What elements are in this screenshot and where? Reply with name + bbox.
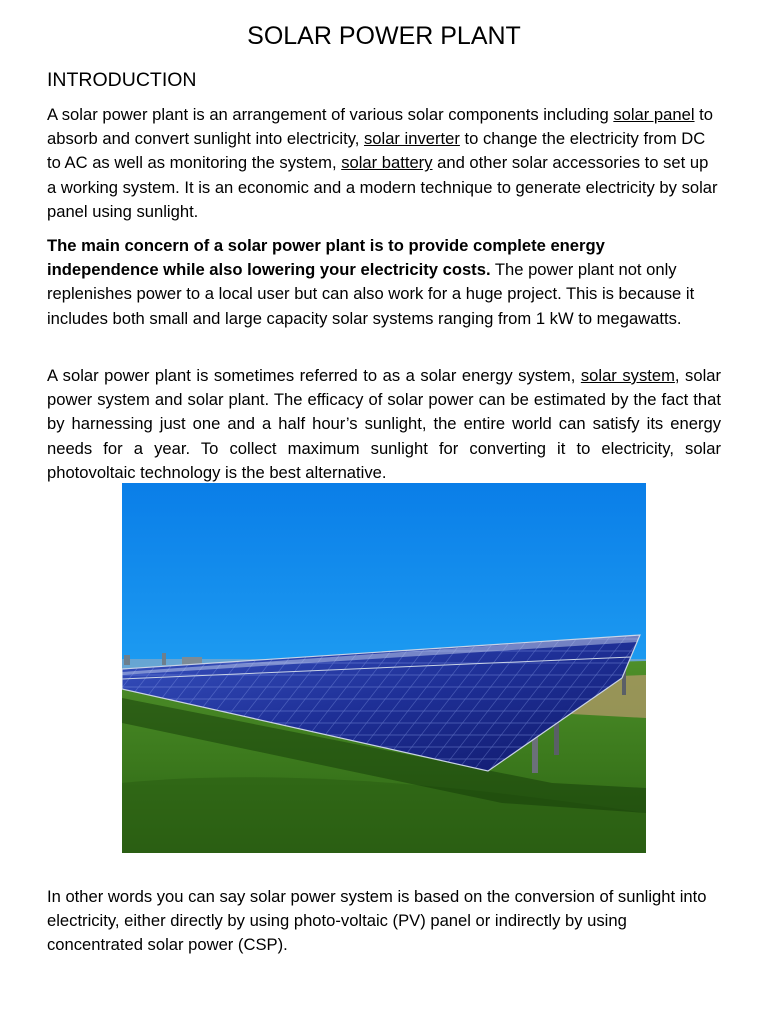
text-span: , solar power system and solar plant. The efficacy of solar power can be estimated by the fact that by harnessing just one and a half hour’s sunlight, the entire world can satisfy its energy needs for a year. To collect maximum sunlight for converting it to electricity, solar photovoltaic technology is the best alternative. [47, 366, 722, 482]
bold-statement: The main concern of a solar power plant is to provide complete energy independence while also lowering your electricity costs. [47, 236, 605, 280]
link-solar-inverter[interactable]: solar inverter [363, 129, 460, 149]
section-heading: INTRODUCTION [47, 69, 197, 91]
text-span: A solar power plant is an arrangement of various solar components including [47, 105, 614, 124]
text-span: The power plant not only replenishes power to a local user but can also work for a huge project. This is because it includes both small and large capacity solar systems ranging from 1 kW to megawatts. [47, 260, 695, 328]
solar-panel-photo [122, 483, 646, 853]
text-span: to change the electricity from DC to AC as well as monitoring the system, [47, 129, 706, 173]
paragraph-conclusion: In other words you can say solar power system is based on the conversion of sunlight into electricity, either directly by using photo-voltaic (PV) panel or indirectly by using concentrated solar power (CSP). [47, 887, 707, 955]
link-solar-battery[interactable]: solar battery [341, 153, 433, 173]
link-solar-panel[interactable]: solar panel [613, 105, 695, 124]
page-title: SOLAR POWER PLANT [247, 22, 521, 50]
paragraph-intro [47, 103, 721, 224]
paragraph-solar-system [47, 364, 721, 485]
paragraph-main-concern [47, 234, 721, 331]
text-span: and other solar accessories to set up a working system. It is an economic and a modern technique to generate electricity by solar panel using sunlight. [47, 153, 718, 221]
text-span: to absorb and convert sunlight into electricity, [47, 105, 713, 149]
text-span: A solar power plant is sometimes referred to as a solar energy system, [47, 366, 581, 385]
link-solar-system[interactable]: solar system [580, 366, 675, 385]
